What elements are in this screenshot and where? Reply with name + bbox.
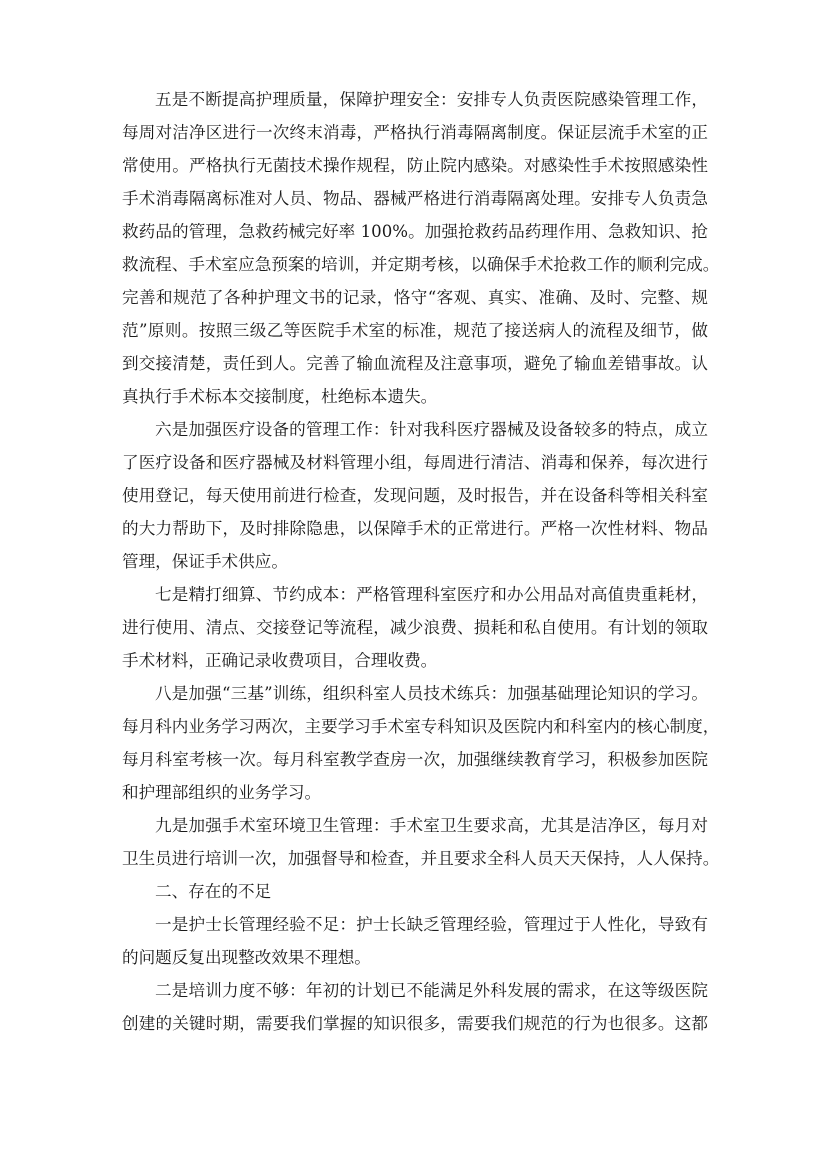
text-line: 八是加强“三基”训练，组织科室人员技术练兵：加强基础理论知识的学习。 bbox=[155, 684, 708, 703]
document-page bbox=[122, 83, 720, 1040]
paragraph bbox=[122, 578, 708, 677]
text-line: 手术材料，正确记录收费项目，合理收费。 bbox=[122, 651, 438, 670]
paragraph bbox=[122, 875, 708, 908]
text-line: 进行使用、清点、交接登记等流程，减少浪费、损耗和私自使用。有计划的领取 bbox=[122, 618, 708, 637]
text-line: 九是加强手术室环境卫生管理：手术室卫生要求高，尤其是洁净区，每月对 bbox=[155, 816, 708, 835]
text-line: 使用登记，每天使用前进行检查，发现问题，及时报告，并在设备科等相关科室 bbox=[122, 486, 708, 505]
text-line: 管理，保证手术供应。 bbox=[122, 552, 288, 571]
paragraph bbox=[122, 83, 720, 413]
paragraph bbox=[122, 677, 720, 809]
text-line: 二、存在的不足 bbox=[155, 882, 272, 901]
text-line: 真执行手术标本交接制度，杜绝标本遗失。 bbox=[122, 387, 438, 406]
text-line: 二是培训力度不够：年初的计划已不能满足外科发展的需求，在这等级医院 bbox=[155, 981, 708, 1000]
text-line: 救药品的管理，急救药械完好率 100%。加强抢救药品药理作用、急救知识、抢 bbox=[122, 222, 708, 241]
text-line: 和护理部组织的业务学习。 bbox=[122, 783, 322, 802]
text-line: 手术消毒隔离标准对人员、物品、器械严格进行消毒隔离处理。安排专人负责急 bbox=[122, 189, 708, 208]
text-line: 七是精打细算、节约成本：严格管理科室医疗和办公用品对高值贵重耗材， bbox=[155, 585, 708, 604]
text-line: 的大力帮助下，及时排除隐患，以保障手术的正常进行。严格一次性材料、物品 bbox=[122, 519, 708, 538]
text-line: 常使用。严格执行无菌技术操作规程，防止院内感染。对感染性手术按照感染性 bbox=[122, 156, 708, 175]
text-line: 的问题反复出现整改效果不理想。 bbox=[122, 948, 371, 967]
text-line: 到交接清楚，责任到人。完善了输血流程及注意事项，避免了输血差错事故。认 bbox=[122, 354, 708, 373]
paragraph bbox=[122, 413, 708, 578]
text-line: 范”原则。按照三级乙等医院手术室的标准，规范了接送病人的流程及细节，做 bbox=[122, 321, 708, 340]
text-line: 了医疗设备和医疗器械及材料管理小组，每周进行清洁、消毒和保养，每次进行 bbox=[122, 453, 708, 472]
text-line: 五是不断提高护理质量，保障护理安全：安排专人负责医院感染管理工作， bbox=[155, 90, 708, 109]
paragraph bbox=[122, 974, 708, 1040]
text-line: 创建的关键时期，需要我们掌握的知识很多，需要我们规范的行为也很多。这都 bbox=[122, 1014, 708, 1033]
text-line: 六是加强医疗设备的管理工作：针对我科医疗器械及设备较多的特点，成立 bbox=[155, 420, 708, 439]
text-line: 每月科室考核一次。每月科室教学查房一次，加强继续教育学习，积极参加医院 bbox=[122, 750, 708, 769]
text-line: 卫生员进行培训一次，加强督导和检查，并且要求全科人员天天保持，人人保持。 bbox=[122, 849, 720, 868]
paragraph bbox=[122, 809, 720, 875]
text-line: 救流程、手术室应急预案的培训，并定期考核，以确保手术抢救工作的顺利完成。 bbox=[122, 255, 720, 274]
text-line: 完善和规范了各种护理文书的记录，恪守“客观、真实、准确、及时、完整、规 bbox=[122, 288, 708, 307]
paragraph bbox=[122, 908, 708, 974]
text-line: 一是护士长管理经验不足：护士长缺乏管理经验，管理过于人性化，导致有 bbox=[155, 915, 708, 934]
text-line: 每月科内业务学习两次，主要学习手术室专科知识及医院内和科室内的核心制度， bbox=[122, 717, 720, 736]
text-line: 每周对洁净区进行一次终末消毒，严格执行消毒隔离制度。保证层流手术室的正 bbox=[122, 123, 708, 142]
